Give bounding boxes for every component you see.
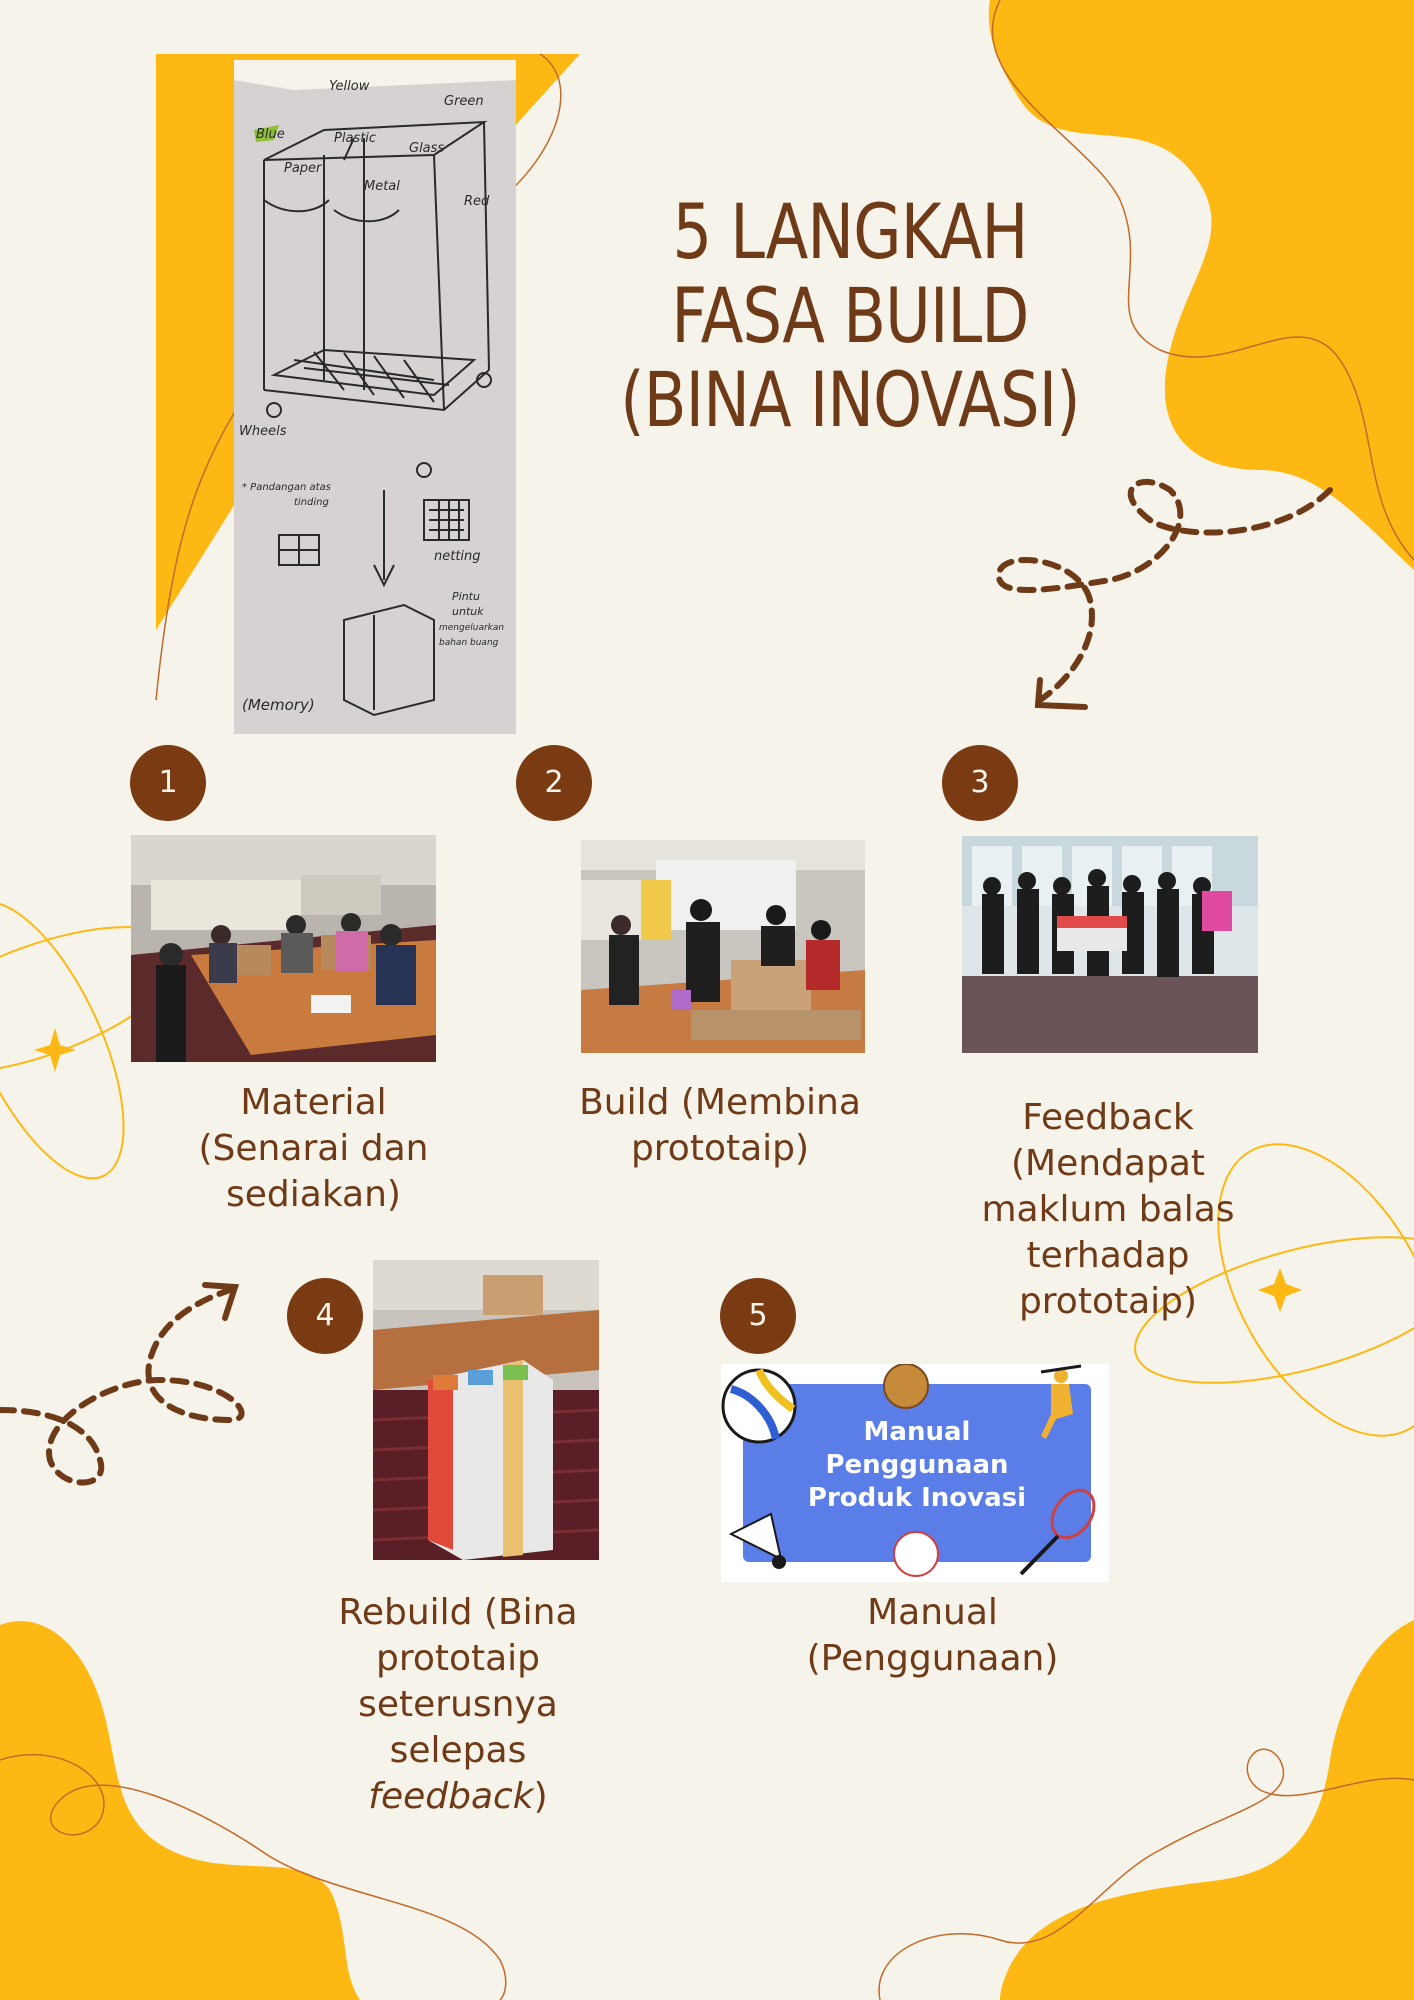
step-5-caption-line-2: (Penggunaan): [806, 1638, 1059, 1679]
step-5-caption-line-1: Manual: [867, 1592, 998, 1633]
step-2-caption-line-1: Build (Membina: [579, 1082, 861, 1123]
sketch-label-paper: Paper: [284, 161, 322, 176]
manual-card-line-2: Penggunaan: [825, 1450, 1009, 1480]
step-2-caption-line-2: prototaip): [630, 1128, 810, 1169]
sketch-label-top-view: * Pandangan atas: [242, 482, 331, 493]
step-2-caption: [560, 1080, 880, 1172]
step-4-caption-italic: feedback: [368, 1776, 534, 1817]
step-1-number: 1: [130, 745, 206, 821]
manual-card-image: [721, 1364, 1109, 1582]
sketch-label-plastic: Plastic: [334, 131, 377, 146]
baseball-icon: [894, 1532, 938, 1576]
cookie-ball-icon: [884, 1364, 928, 1408]
volleyball-icon: [723, 1370, 795, 1442]
sketch-label-door-4: bahan buang: [439, 638, 499, 648]
sketch-label-glass: Glass: [409, 141, 445, 156]
sketch-label-yellow: Yellow: [329, 79, 370, 94]
sketch-label-netting: netting: [434, 549, 481, 564]
step-4-caption-line-5: [318, 1774, 598, 1820]
step-2-number: 2: [516, 745, 592, 821]
step-3-caption-line-3: maklum balas: [981, 1189, 1235, 1230]
step-4-number: 4: [287, 1278, 363, 1354]
step-1-caption-line-3: sediakan): [226, 1174, 401, 1215]
shuttlecock-icon: [731, 1514, 786, 1569]
step-1-caption: [131, 1080, 496, 1218]
step-2-photo: [581, 840, 865, 1053]
title-line-1: 5 LANGKAH: [672, 187, 1028, 276]
step-3-caption-line-1: Feedback: [1022, 1097, 1194, 1138]
sketch-label-memory: (Memory): [242, 696, 315, 714]
step-4-photo: [373, 1260, 599, 1560]
sketch-label-metal: Metal: [364, 179, 400, 194]
sketch-label-top-view-2: tinding: [294, 497, 329, 508]
step-3-number: 3: [942, 745, 1018, 821]
step-1-caption-line-1: Material: [240, 1082, 387, 1123]
step-1-caption-line-2: (Senarai dan: [198, 1128, 429, 1169]
step-4-caption-line-1: Rebuild (Bina: [338, 1592, 578, 1633]
step-3-photo: [962, 836, 1258, 1053]
step-3-caption-line-5: prototaip): [1018, 1281, 1198, 1322]
prototype-sketch-image: [234, 60, 516, 734]
step-4-caption-line-3: seterusnya: [358, 1684, 558, 1725]
sketch-label-door-2: untuk: [452, 605, 484, 618]
step-5-number: 5: [720, 1278, 796, 1354]
sketch-label-green: Green: [444, 94, 484, 109]
baseball-player-icon: [1041, 1366, 1081, 1439]
step-4-caption-line-2: prototaip: [375, 1638, 541, 1679]
manual-card-line-3: Produk Inovasi: [807, 1483, 1027, 1513]
badminton-racket-icon: [1021, 1482, 1103, 1574]
step-4-caption-line-4: selepas: [389, 1730, 527, 1771]
step-3-caption-line-4: terhadap: [1026, 1235, 1190, 1276]
page-title: [612, 187, 1088, 444]
title-line-2: FASA BUILD: [671, 271, 1029, 360]
sketch-label-door-3: mengeluarkan: [439, 623, 505, 633]
step-4-caption: [318, 1590, 598, 1820]
step-3-caption-line-2: (Mendapat: [1010, 1143, 1205, 1184]
step-3-caption: [968, 1095, 1248, 1325]
sketch-label-door: Pintu: [452, 590, 480, 603]
sketch-label-red: Red: [464, 194, 490, 209]
sketch-label-blue: Blue: [256, 127, 285, 142]
manual-card-line-1: Manual: [863, 1417, 971, 1447]
step-5-caption: [775, 1590, 1090, 1682]
sketch-label-wheels: Wheels: [239, 424, 287, 439]
title-line-3: (BINA INOVASI): [620, 355, 1080, 444]
step-4-caption-tail: ): [533, 1776, 548, 1817]
step-1-photo: [131, 835, 436, 1062]
